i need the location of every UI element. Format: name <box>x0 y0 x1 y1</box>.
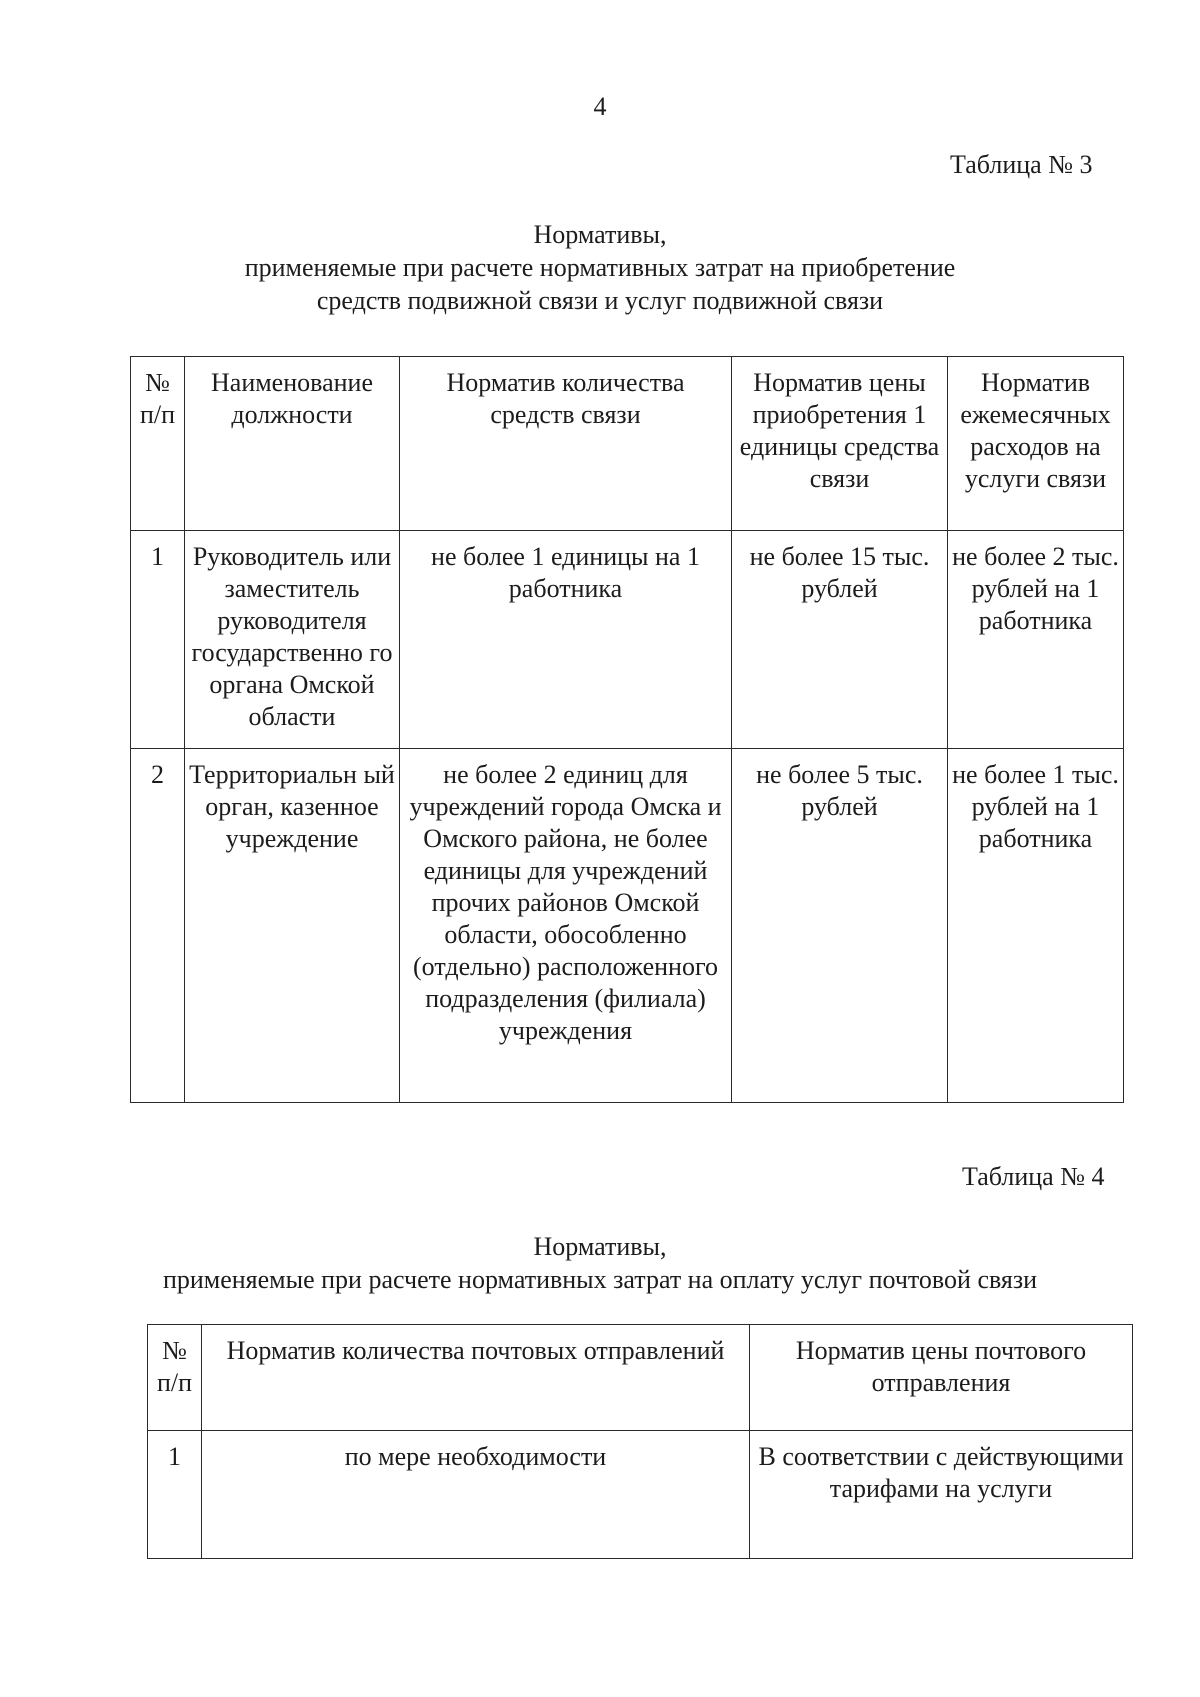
table4-row1-num: 1 <box>148 1431 202 1559</box>
table3-row1-position: Руководитель или заместитель руководителя государственно го органа Омской области <box>185 531 400 749</box>
table3-row2-num: 2 <box>131 749 185 1103</box>
table3-heading <box>0 218 1200 317</box>
table4-row1-quantity: по мере необходимости <box>202 1431 750 1559</box>
table3 <box>130 356 1124 1103</box>
table4-header-num: № п/п <box>148 1325 202 1431</box>
table3-header-quantity: Норматив количества средств связи <box>400 357 732 531</box>
table3-row1-quantity: не более 1 единицы на 1 работника <box>400 531 732 749</box>
table3-row2-price: не более 5 тыс. рублей <box>732 749 948 1103</box>
table3-row1-price: не более 15 тыс. рублей <box>732 531 948 749</box>
table3-header-monthly: Норматив ежемесячных расходов на услуги связи <box>948 357 1124 531</box>
table3-row1-num: 1 <box>131 531 185 749</box>
table4-heading-line1: Нормативы, <box>533 1232 667 1261</box>
table-row <box>148 1431 1133 1559</box>
table3-row1-monthly: не более 2 тыс. рублей на 1 работника <box>948 531 1124 749</box>
table4-header-price: Норматив цены почтового отправления <box>750 1325 1133 1431</box>
table3-header-num: № п/п <box>131 357 185 531</box>
table3-row2-quantity: не более 2 единиц для учреждений города Омска и Омского района, не более единицы для учреждений прочих районов Омской области, обособленно (отдельно) расположенного подразделения (филиала) учреждения <box>400 749 732 1103</box>
table4-header-quantity: Норматив количества почтовых отправлений <box>202 1325 750 1431</box>
page-number: 4 <box>593 92 607 121</box>
table4-header-row <box>148 1325 1133 1431</box>
table-row <box>131 531 1124 749</box>
table3-header-position: Наименование должности <box>185 357 400 531</box>
table3-header-price: Норматив цены приобретения 1 единицы средства связи <box>732 357 948 531</box>
table4-label: Таблица № 4 <box>962 1162 1105 1191</box>
table4-row1-price: В соответствии с действующими тарифами на услуги <box>750 1431 1133 1559</box>
table4-heading <box>0 1230 1200 1296</box>
table3-heading-line1: Нормативы, <box>533 220 667 249</box>
table3-heading-line3: средств подвижной связи и услуг подвижной связи <box>316 286 884 315</box>
table4-heading-line2: применяемые при расчете нормативных затрат на оплату услуг почтовой связи <box>162 1265 1038 1294</box>
table3-row2-position: Территориальн ый орган, казенное учреждение <box>185 749 400 1103</box>
table3-header-row <box>131 357 1124 531</box>
table3-label: Таблица № 3 <box>950 150 1093 179</box>
table3-heading-line2: применяемые при расчете нормативных затрат на приобретение <box>244 253 956 282</box>
table4 <box>147 1324 1133 1559</box>
table3-row2-monthly: не более 1 тыс. рублей на 1 работника <box>948 749 1124 1103</box>
table-row <box>131 749 1124 1103</box>
